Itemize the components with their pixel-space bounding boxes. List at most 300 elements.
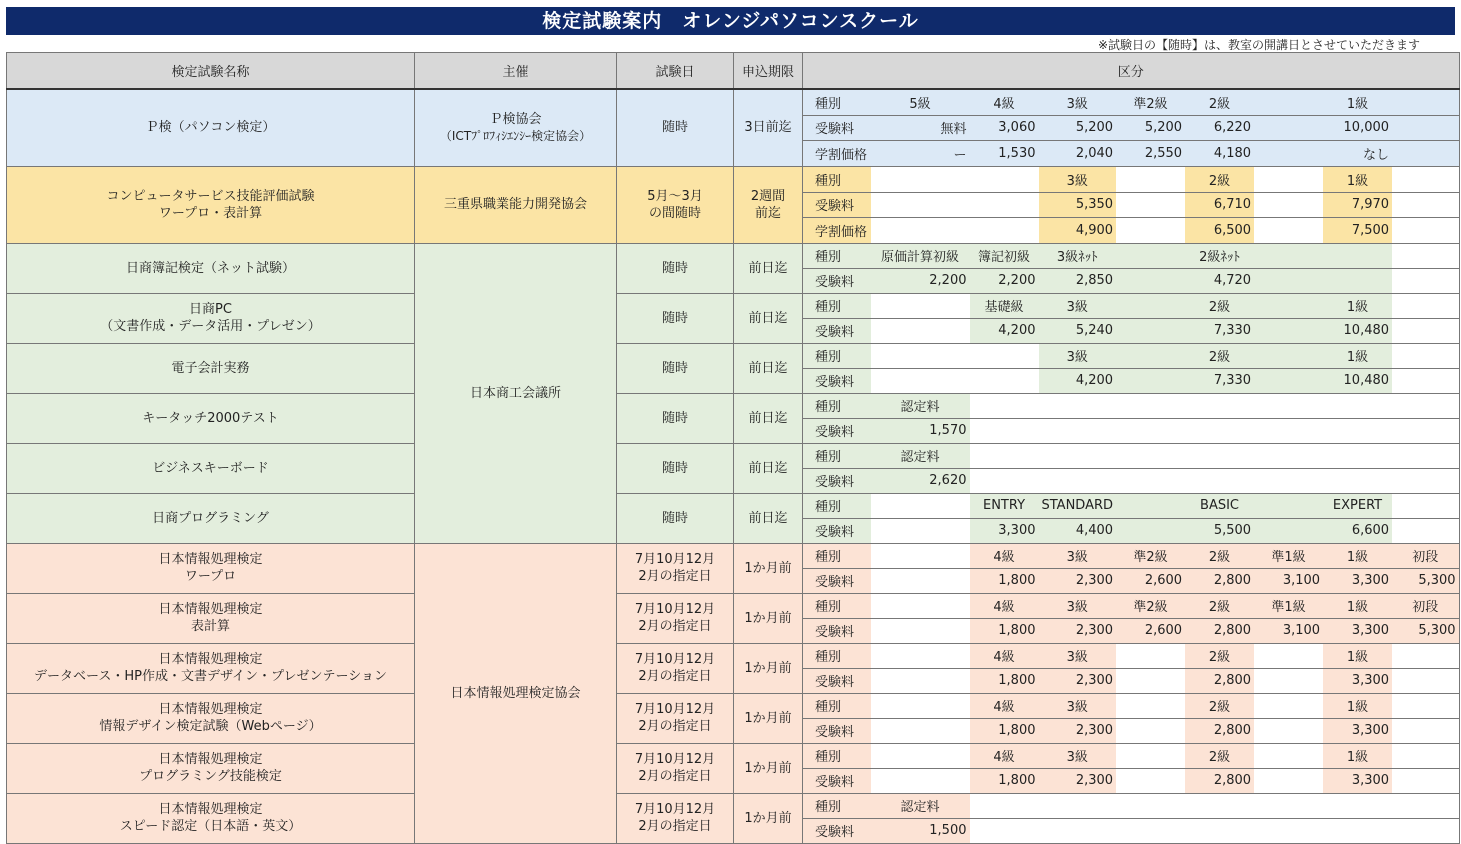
category-cell [871, 618, 970, 643]
organizer-name: 三重県職業能力開発協会 [443, 197, 587, 213]
category-cell: 1級 [1323, 543, 1392, 568]
category-cell: 2級 [1185, 166, 1254, 192]
row-label: 種別 [803, 743, 871, 768]
category-cell: 3,300 [1323, 718, 1392, 743]
row-label: 種別 [803, 243, 871, 268]
exam-deadline: 前日迄 [734, 393, 803, 443]
category-cell: 5,500 [1185, 518, 1254, 543]
category-cell: なし [1323, 141, 1392, 167]
category-cell: 4級 [970, 593, 1039, 618]
category-cell [1392, 793, 1459, 818]
category-cell [1392, 718, 1459, 743]
category-cell [871, 668, 970, 693]
category-cell [1254, 418, 1323, 443]
category-cell [1039, 468, 1117, 493]
category-cell [871, 192, 970, 218]
category-cell [1185, 393, 1254, 418]
category-cell [1116, 418, 1185, 443]
category-cell [871, 543, 970, 568]
category-cell [1039, 818, 1117, 843]
category-cell [1116, 743, 1185, 768]
category-cell [1392, 518, 1459, 543]
category-cell [1116, 768, 1185, 793]
row-label: 受験料 [803, 518, 871, 543]
category-cell [1039, 418, 1117, 443]
exam-row [7, 543, 1460, 568]
exam-date-note: ※試験日の【随時】は、教室の開講日とさせていただきます [1097, 38, 1420, 52]
category-cell [1254, 368, 1323, 393]
exam-row [7, 343, 1460, 368]
category-cell: 2級 [1185, 543, 1254, 568]
category-cell: 3,300 [1323, 668, 1392, 693]
category-cell [1323, 443, 1392, 468]
category-cell: EXPERT [1323, 493, 1392, 518]
header-name: 検定試験名称 [7, 53, 415, 90]
category-cell: STANDARD [1039, 493, 1117, 518]
category-cell [1254, 218, 1323, 244]
exam-deadline: 3日前迄 [734, 89, 803, 166]
category-cell: 3級 [1039, 343, 1117, 368]
row-label: 受験料 [803, 618, 871, 643]
category-cell [1254, 793, 1323, 818]
category-cell [871, 643, 970, 668]
category-cell [1254, 318, 1323, 343]
category-cell [1116, 243, 1185, 268]
exam-date: 随時 [617, 443, 734, 493]
category-cell [1254, 443, 1323, 468]
category-cell [1039, 443, 1117, 468]
category-cell: 6,220 [1185, 115, 1254, 141]
row-label: 受験料 [803, 192, 871, 218]
exam-row [7, 443, 1460, 468]
category-cell: 4級 [970, 89, 1039, 115]
category-cell [1254, 518, 1323, 543]
exam-date: 随時 [617, 393, 734, 443]
exam-date: 7月10月12月 2月の指定日 [617, 693, 734, 743]
row-label: 受験料 [803, 368, 871, 393]
category-cell [1392, 668, 1459, 693]
category-cell: 1,570 [871, 418, 970, 443]
category-cell [871, 593, 970, 618]
exam-date: 7月10月12月 2月の指定日 [617, 643, 734, 693]
category-cell [1116, 393, 1185, 418]
category-cell: BASIC [1185, 493, 1254, 518]
exam-row [7, 593, 1460, 618]
category-cell [1185, 468, 1254, 493]
category-cell: 10,480 [1323, 368, 1392, 393]
category-cell [871, 768, 970, 793]
category-cell [1254, 343, 1323, 368]
category-cell [1323, 418, 1392, 443]
exam-organizer [415, 243, 617, 543]
exam-row [7, 293, 1460, 318]
category-cell: 1,500 [871, 818, 970, 843]
category-cell: 4,900 [1039, 218, 1117, 244]
category-cell [1392, 418, 1459, 443]
category-cell: 3級ﾈｯﾄ [1039, 243, 1117, 268]
category-cell: 2,800 [1185, 618, 1254, 643]
category-cell [871, 343, 970, 368]
category-cell [970, 166, 1039, 192]
category-cell: 4級 [970, 643, 1039, 668]
category-cell: ENTRY [970, 493, 1039, 518]
row-label: 種別 [803, 89, 871, 115]
exam-row [7, 693, 1460, 718]
category-cell [970, 192, 1039, 218]
category-cell [970, 418, 1039, 443]
category-cell: 1級 [1323, 343, 1392, 368]
row-label: 受験料 [803, 468, 871, 493]
category-cell [1116, 443, 1185, 468]
category-cell: 原価計算初級 [871, 243, 970, 268]
category-cell [1254, 393, 1323, 418]
category-cell [1254, 293, 1323, 318]
category-cell [1116, 368, 1185, 393]
category-cell [970, 793, 1039, 818]
category-cell: 2,300 [1039, 718, 1117, 743]
category-cell: 5,300 [1392, 618, 1459, 643]
category-cell [871, 368, 970, 393]
row-label: 種別 [803, 543, 871, 568]
header-category: 区分 [803, 53, 1460, 90]
category-cell: 2級 [1185, 743, 1254, 768]
category-cell: 4級 [970, 743, 1039, 768]
category-cell [1392, 493, 1459, 518]
category-cell: 2,200 [970, 268, 1039, 293]
category-cell: 2,850 [1039, 268, 1117, 293]
organizer-name: 日本情報処理検定協会 [450, 685, 581, 701]
category-cell [1116, 793, 1185, 818]
category-cell: 2,040 [1039, 141, 1117, 167]
exam-name: 電子会計実務 [7, 343, 415, 393]
category-cell: 1,530 [970, 141, 1039, 167]
category-cell: 準2級 [1116, 593, 1185, 618]
category-cell: 10,480 [1323, 318, 1392, 343]
category-cell [1254, 768, 1323, 793]
category-cell: 1,800 [970, 718, 1039, 743]
exam-deadline: 1か月前 [734, 593, 803, 643]
category-cell [1392, 318, 1459, 343]
category-cell: 1級 [1323, 743, 1392, 768]
category-cell: 2級ﾈｯﾄ [1185, 243, 1254, 268]
exam-row [7, 793, 1460, 818]
exam-name: 日商PC （文書作成・データ活用・プレゼン） [7, 293, 415, 343]
category-cell: 3,300 [1323, 768, 1392, 793]
category-cell: 3,300 [970, 518, 1039, 543]
row-label: 学割価格 [803, 218, 871, 244]
category-cell: 5,350 [1039, 192, 1117, 218]
row-label: 種別 [803, 693, 871, 718]
header-date: 試験日 [617, 53, 734, 90]
category-cell [1392, 166, 1459, 192]
category-cell [1392, 268, 1459, 293]
header-row [7, 53, 1460, 90]
category-cell [1116, 218, 1185, 244]
category-cell: 2級 [1185, 343, 1254, 368]
category-cell [1254, 668, 1323, 693]
row-label: 受験料 [803, 818, 871, 843]
row-label: 種別 [803, 593, 871, 618]
exam-name: 日商簿記検定（ネット試験） [7, 243, 415, 293]
category-cell [1185, 443, 1254, 468]
category-cell [1116, 693, 1185, 718]
category-cell [970, 468, 1039, 493]
category-cell [871, 293, 970, 318]
exam-deadline: 前日迄 [734, 293, 803, 343]
category-cell: 2,800 [1185, 768, 1254, 793]
category-cell: 1級 [1323, 166, 1392, 192]
exam-deadline: 1か月前 [734, 643, 803, 693]
category-cell [1116, 293, 1185, 318]
category-cell [1392, 192, 1459, 218]
category-cell: 4,400 [1039, 518, 1117, 543]
category-cell [1116, 192, 1185, 218]
category-cell: 2,300 [1039, 668, 1117, 693]
category-cell [1323, 393, 1392, 418]
row-label: 種別 [803, 493, 871, 518]
exam-date: 随時 [617, 89, 734, 166]
category-cell [1392, 343, 1459, 368]
category-cell: 7,500 [1323, 218, 1392, 244]
row-label: 受験料 [803, 318, 871, 343]
category-cell: 3,300 [1323, 568, 1392, 593]
category-cell: 2級 [1185, 89, 1254, 115]
category-cell [970, 368, 1039, 393]
category-cell [1254, 141, 1323, 167]
category-cell [1392, 89, 1459, 115]
category-cell: 3,100 [1254, 618, 1323, 643]
category-cell: 4,200 [1039, 368, 1117, 393]
exam-name: 日本情報処理検定 プログラミング技能検定 [7, 743, 415, 793]
category-cell: 2,200 [871, 268, 970, 293]
category-cell: 1級 [1323, 643, 1392, 668]
category-cell: 1級 [1323, 293, 1392, 318]
exam-row [7, 743, 1460, 768]
exam-organizer [415, 166, 617, 243]
row-label: 受験料 [803, 768, 871, 793]
category-cell: 6,500 [1185, 218, 1254, 244]
exam-deadline: 1か月前 [734, 793, 803, 843]
category-cell: 7,330 [1185, 368, 1254, 393]
category-cell [871, 568, 970, 593]
exam-name: Ｐ検（パソコン検定） [7, 89, 415, 166]
row-label: 種別 [803, 443, 871, 468]
category-cell [1392, 818, 1459, 843]
exam-row [7, 393, 1460, 418]
category-cell: 1,800 [970, 618, 1039, 643]
category-cell [1254, 115, 1323, 141]
exam-deadline: 1か月前 [734, 693, 803, 743]
exam-deadline: 前日迄 [734, 243, 803, 293]
category-cell: 3級 [1039, 166, 1117, 192]
exam-deadline: 前日迄 [734, 493, 803, 543]
category-cell [1254, 89, 1323, 115]
exam-deadline: 1か月前 [734, 743, 803, 793]
category-cell [1254, 192, 1323, 218]
category-cell [1185, 418, 1254, 443]
category-cell: 2級 [1185, 693, 1254, 718]
category-cell [1116, 166, 1185, 192]
exam-date: 7月10月12月 2月の指定日 [617, 793, 734, 843]
category-cell: 3級 [1039, 693, 1117, 718]
category-cell: ー [871, 141, 970, 167]
category-cell: 10,000 [1323, 115, 1392, 141]
category-cell [1392, 693, 1459, 718]
category-cell: 1,800 [970, 768, 1039, 793]
category-cell: 認定料 [871, 793, 970, 818]
category-cell: 2,800 [1185, 568, 1254, 593]
exam-name: ビジネスキーボード [7, 443, 415, 493]
category-cell [1116, 343, 1185, 368]
category-cell: 5級 [871, 89, 970, 115]
category-cell: 認定料 [871, 393, 970, 418]
category-cell [1254, 643, 1323, 668]
header-deadline: 申込期限 [734, 53, 803, 90]
category-cell: 5,300 [1392, 568, 1459, 593]
exam-name: 日本情報処理検定 情報デザイン検定試験（Webページ） [7, 693, 415, 743]
exam-deadline: 前日迄 [734, 443, 803, 493]
category-cell [1116, 268, 1185, 293]
organizer-subname: （ICTﾌﾟﾛﾌｨｼｴﾝｼｰ検定協会） [439, 128, 592, 143]
category-cell [970, 393, 1039, 418]
exam-name: 日本情報処理検定 表計算 [7, 593, 415, 643]
page-title: 検定試験案内 オレンジパソコンスクール [6, 7, 1455, 35]
row-label: 種別 [803, 166, 871, 192]
exam-date: 随時 [617, 493, 734, 543]
row-label: 種別 [803, 343, 871, 368]
category-cell [970, 818, 1039, 843]
category-cell: 7,970 [1323, 192, 1392, 218]
category-cell: 1,800 [970, 568, 1039, 593]
category-cell [1254, 693, 1323, 718]
row-label: 受験料 [803, 718, 871, 743]
category-cell: 2級 [1185, 643, 1254, 668]
category-cell: 2,600 [1116, 618, 1185, 643]
category-cell [1039, 393, 1117, 418]
category-cell: 準2級 [1116, 543, 1185, 568]
category-cell [1323, 243, 1392, 268]
category-cell [1254, 243, 1323, 268]
category-cell [1116, 668, 1185, 693]
category-cell: 3級 [1039, 593, 1117, 618]
category-cell [1392, 468, 1459, 493]
category-cell: 2,550 [1116, 141, 1185, 167]
category-cell [1392, 115, 1459, 141]
category-cell: 1級 [1323, 693, 1392, 718]
exam-name: 日本情報処理検定 データベース・HP作成・文書デザイン・プレゼンテーション [7, 643, 415, 693]
category-cell [1392, 368, 1459, 393]
category-cell: 5,200 [1039, 115, 1117, 141]
row-label: 受験料 [803, 268, 871, 293]
row-label: 受験料 [803, 115, 871, 141]
category-cell: 2,800 [1185, 668, 1254, 693]
exam-date: 5月～3月 の間随時 [617, 166, 734, 243]
category-cell: 4級 [970, 543, 1039, 568]
category-cell: 3,300 [1323, 618, 1392, 643]
category-cell [1254, 166, 1323, 192]
exam-name: キータッチ2000テスト [7, 393, 415, 443]
row-label: 受験料 [803, 418, 871, 443]
exam-row [7, 166, 1460, 192]
category-cell [1254, 468, 1323, 493]
category-cell [1116, 493, 1185, 518]
row-label: 学割価格 [803, 141, 871, 167]
category-cell [1254, 268, 1323, 293]
category-cell [1323, 818, 1392, 843]
category-cell [1323, 793, 1392, 818]
category-cell [1392, 218, 1459, 244]
category-cell: 初段 [1392, 543, 1459, 568]
row-label: 受験料 [803, 568, 871, 593]
category-cell: 3級 [1039, 543, 1117, 568]
category-cell [1116, 468, 1185, 493]
category-cell [1254, 818, 1323, 843]
category-cell [871, 693, 970, 718]
category-cell: 3,100 [1254, 568, 1323, 593]
category-cell: 3,060 [970, 115, 1039, 141]
category-cell: 基礎級 [970, 293, 1039, 318]
category-cell: 2,600 [1116, 568, 1185, 593]
category-cell: 2級 [1185, 293, 1254, 318]
category-cell [970, 218, 1039, 244]
category-cell [970, 343, 1039, 368]
category-cell: 2,800 [1185, 718, 1254, 743]
category-cell [1392, 141, 1459, 167]
exam-date: 随時 [617, 343, 734, 393]
category-cell [1392, 443, 1459, 468]
category-cell: 5,240 [1039, 318, 1117, 343]
category-cell: 4,200 [970, 318, 1039, 343]
category-cell [1116, 318, 1185, 343]
category-cell [1254, 493, 1323, 518]
category-cell: 準1級 [1254, 543, 1323, 568]
category-cell [1392, 768, 1459, 793]
category-cell [871, 743, 970, 768]
category-cell: 3級 [1039, 293, 1117, 318]
category-cell: 5,200 [1116, 115, 1185, 141]
category-cell [1392, 293, 1459, 318]
category-cell: 3級 [1039, 743, 1117, 768]
category-cell [871, 518, 970, 543]
category-cell [1392, 743, 1459, 768]
row-label: 種別 [803, 643, 871, 668]
category-cell: 6,600 [1323, 518, 1392, 543]
exam-table [6, 52, 1460, 844]
category-cell [970, 443, 1039, 468]
exam-name: コンピュータサービス技能評価試験 ワープロ・表計算 [7, 166, 415, 243]
category-cell [1039, 793, 1117, 818]
category-cell: 認定料 [871, 443, 970, 468]
category-cell [1392, 243, 1459, 268]
category-cell [871, 166, 970, 192]
category-cell [1116, 718, 1185, 743]
exam-row [7, 493, 1460, 518]
category-cell [871, 718, 970, 743]
exam-deadline: 前日迄 [734, 343, 803, 393]
category-cell [1254, 743, 1323, 768]
category-cell [1392, 643, 1459, 668]
category-cell: 初段 [1392, 593, 1459, 618]
category-cell: 無料 [871, 115, 970, 141]
exam-date: 随時 [617, 293, 734, 343]
exam-name: 日本情報処理検定 スピード認定（日本語・英文） [7, 793, 415, 843]
exam-date: 7月10月12月 2月の指定日 [617, 593, 734, 643]
category-cell: 2,300 [1039, 768, 1117, 793]
exam-row [7, 643, 1460, 668]
row-label: 受験料 [803, 668, 871, 693]
organizer-name: Ｐ検協会 [489, 111, 542, 127]
category-cell: 1級 [1323, 593, 1392, 618]
